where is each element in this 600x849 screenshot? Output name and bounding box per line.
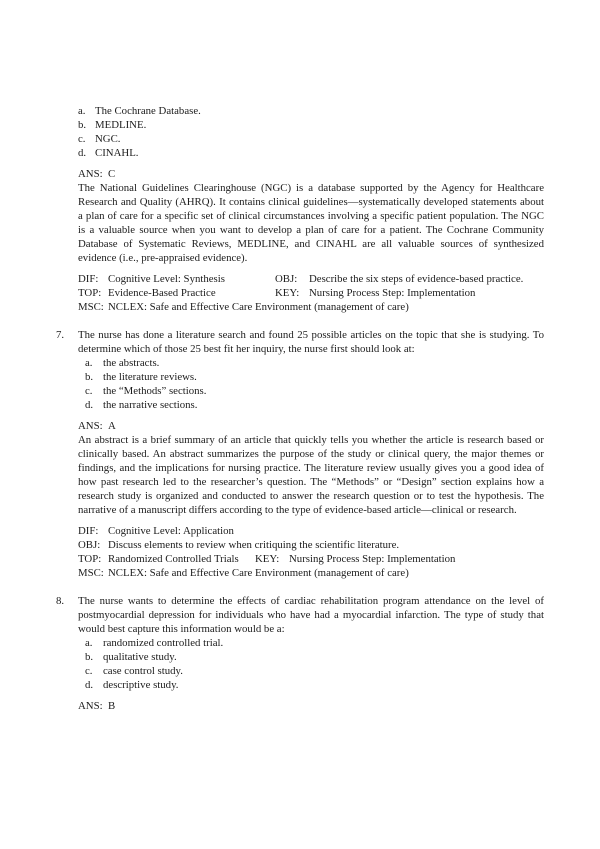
rationale-paragraph: The National Guidelines Clearinghouse (NGC) is a database supported by the Agency for Healthcare Research and Quality (AHRQ). It contains clinical guidelines—systematically developed statements about a plan of care for a specific set of clinical circumstances involving a specific patient population. The NGC is a valuable source when you want to develop a plan of care for a patient. The Cochrane Community Database of Systematic Reviews, MEDLINE, and CINAHL are all valuable sources of synthesized evidence (i.e., pre-appraised evidence).	[78, 182, 544, 264]
answer-block	[78, 167, 544, 265]
answer-line	[78, 699, 544, 713]
answer-option	[85, 370, 544, 384]
answer-tag: ANS:	[78, 168, 103, 180]
option-text: the literature reviews.	[103, 371, 197, 383]
meta-key: KEY: Nursing Process Step: Implementation	[255, 553, 456, 565]
question-8	[56, 594, 544, 713]
option-text: the “Methods” sections.	[103, 385, 207, 397]
answer-options	[78, 104, 544, 160]
question-number: 8.	[56, 595, 65, 607]
answer-option	[78, 104, 544, 118]
meta-key: KEY: Nursing Process Step: Implementation	[275, 287, 476, 299]
meta-dif: DIF: Cognitive Level: Application	[78, 525, 234, 537]
option-text: qualitative study.	[103, 651, 177, 663]
option-text: MEDLINE.	[95, 119, 147, 131]
option-letter: b.	[78, 119, 87, 131]
answer-value: B	[108, 700, 116, 712]
meta-line	[78, 286, 544, 300]
option-text: case control study.	[103, 665, 183, 677]
meta-line	[78, 300, 544, 314]
option-text: the abstracts.	[103, 357, 160, 369]
question-meta	[78, 272, 544, 314]
question-meta	[78, 524, 544, 580]
option-letter: d.	[78, 147, 87, 159]
meta-dif: DIF: Cognitive Level: Synthesis	[78, 273, 225, 285]
answer-option	[85, 664, 544, 678]
answer-option	[78, 146, 544, 160]
answer-value: C	[108, 168, 116, 180]
answer-line	[78, 167, 544, 181]
option-text: the narrative sections.	[103, 399, 198, 411]
answer-value: A	[108, 420, 116, 432]
rationale-paragraph: An abstract is a brief summary of an article that quickly tells you whether the article is research based or clinically based. An abstract summarizes the purpose of the study or clinical query, the major themes or findings, and the implications for nursing practice. The literature review usually gives you a good idea of how past research led to the researcher’s question. The “Methods” or “Design” section explains how a research study is organized and conducted to answer the research question or to test the hypothesis. The narrative of a manuscript differs according to the type of evidence-based article—clinical or research.	[78, 434, 544, 516]
option-letter: c.	[85, 665, 93, 677]
meta-line	[78, 552, 544, 566]
answer-tag: ANS:	[78, 420, 103, 432]
option-letter: d.	[85, 399, 94, 411]
answer-option	[78, 118, 544, 132]
option-text: NGC.	[95, 133, 121, 145]
meta-msc: MSC: NCLEX: Safe and Effective Care Environment (management of care)	[78, 567, 409, 579]
meta-line	[78, 524, 544, 538]
answer-line	[78, 419, 544, 433]
meta-top: TOP: Evidence-Based Practice	[78, 287, 216, 299]
answer-tag: ANS:	[78, 700, 103, 712]
meta-line	[78, 566, 544, 580]
option-letter: c.	[78, 133, 86, 145]
option-letter: d.	[85, 679, 94, 691]
meta-line	[78, 272, 544, 286]
answer-option	[85, 650, 544, 664]
question-7	[56, 328, 544, 580]
answer-options	[85, 356, 544, 412]
option-text: The Cochrane Database.	[95, 105, 201, 117]
answer-option	[85, 384, 544, 398]
answer-option	[85, 356, 544, 370]
question-6-tail	[78, 104, 544, 314]
answer-option	[85, 678, 544, 692]
question-stem: The nurse wants to determine the effects of cardiac rehabilitation program attendance on the level of postmyocardial depression for individuals who have had a myocardial infarction. The type of study that would best capture this information would be a:	[78, 595, 544, 635]
answer-option	[78, 132, 544, 146]
meta-obj: OBJ: Discuss elements to review when critiquing the scientific literature.	[78, 539, 400, 551]
meta-obj: OBJ: Describe the six steps of evidence-based practice.	[275, 273, 524, 285]
answer-option	[85, 398, 544, 412]
meta-line	[78, 538, 544, 552]
question-number: 7.	[56, 329, 65, 341]
option-letter: c.	[85, 385, 93, 397]
option-letter: b.	[85, 371, 94, 383]
option-letter: a.	[85, 357, 93, 369]
page-content	[56, 104, 544, 713]
option-letter: b.	[85, 651, 94, 663]
answer-option	[85, 636, 544, 650]
meta-msc: MSC: NCLEX: Safe and Effective Care Environment (management of care)	[78, 301, 409, 313]
meta-top: TOP: Randomized Controlled Trials	[78, 553, 239, 565]
option-letter: a.	[78, 105, 86, 117]
question-stem: The nurse has done a literature search and found 25 possible articles on the topic that she is studying. To determine which of those 25 best fit her inquiry, the nurse first should look at:	[78, 329, 544, 355]
answer-block	[78, 699, 544, 713]
answer-block	[78, 419, 544, 517]
option-text: randomized controlled trial.	[103, 637, 224, 649]
option-text: CINAHL.	[95, 147, 139, 159]
option-text: descriptive study.	[103, 679, 179, 691]
answer-options	[85, 636, 544, 692]
option-letter: a.	[85, 637, 93, 649]
